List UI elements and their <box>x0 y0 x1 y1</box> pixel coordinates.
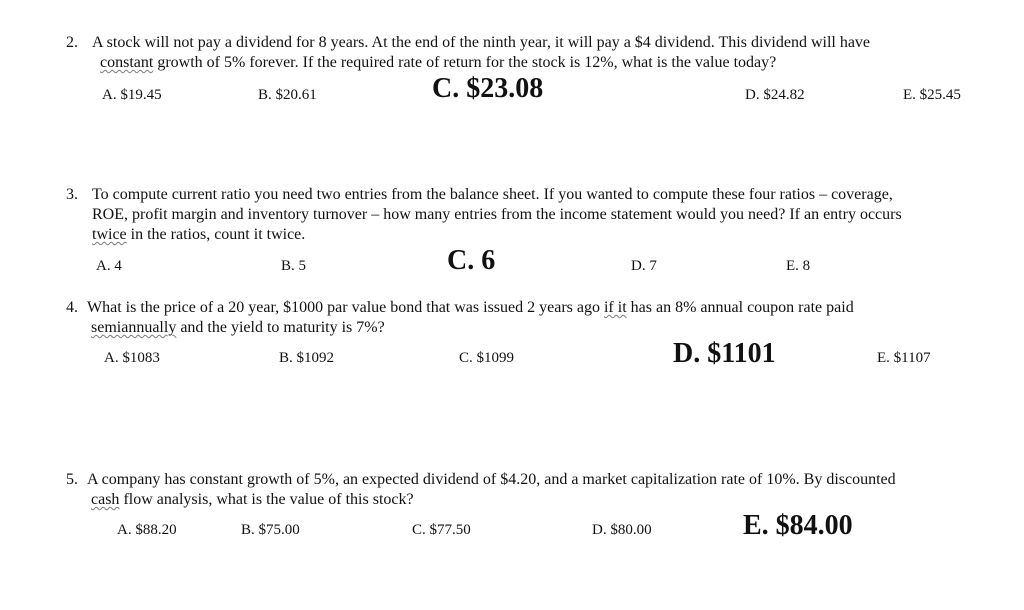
question-5-text-line2 <box>91 490 414 510</box>
question-4-answer-d: D. $1101 <box>673 338 776 369</box>
question-5-underlined-word: cash <box>91 491 120 508</box>
question-5-option-c: C. $77.50 <box>412 522 471 538</box>
question-2-option-a: A. $19.45 <box>102 87 162 103</box>
question-3-text-line2: ROE, profit margin and inventory turnover – how many entries from the income statement would you need? If an entry occurs <box>92 206 902 223</box>
question-5-option-d: D. $80.00 <box>592 522 652 538</box>
question-3-text-line3-rest: in the ratios, count it twice. <box>126 226 306 243</box>
question-4-text-line2 <box>91 318 385 338</box>
question-3-text-line3 <box>92 225 305 245</box>
question-4-option-a: A. $1083 <box>104 350 160 366</box>
question-5-text-line1: A company has constant growth of 5%, an expected dividend of $4.20, and a market capitalization rate of 10%. By discounted <box>87 471 896 488</box>
question-5-option-a: A. $88.20 <box>117 522 177 538</box>
question-3-option-d: D. 7 <box>631 258 657 274</box>
question-2-text-line2-rest: growth of 5% forever. If the required rate of return for the stock is 12%, what is the value today? <box>153 54 777 71</box>
question-3-option-a: A. 4 <box>96 258 122 274</box>
question-2-option-b: B. $20.61 <box>258 87 317 103</box>
question-2-answer-c: C. $23.08 <box>432 73 544 104</box>
question-2-text-line2 <box>100 53 776 73</box>
question-4-option-b: B. $1092 <box>279 350 335 366</box>
question-2-option-e: E. $25.45 <box>903 87 961 103</box>
question-2-text-line1: A stock will not pay a dividend for 8 years. At the end of the ninth year, it will pay a $4 dividend. This dividend will have <box>92 34 871 51</box>
question-4-text-line1 <box>87 298 854 318</box>
question-2-underlined-word: constant <box>100 54 154 71</box>
question-4-underlined-phrase: if it <box>603 299 627 316</box>
question-3-option-b: B. 5 <box>281 258 307 274</box>
question-2-number: 2. <box>66 34 78 51</box>
question-3-underlined-word: twice <box>92 226 127 243</box>
question-5-answer-e: E. $84.00 <box>743 510 853 541</box>
question-3-option-e: E. 8 <box>786 258 811 274</box>
question-5-number: 5. <box>66 471 78 488</box>
question-4-option-e: E. $1107 <box>877 350 931 366</box>
question-3-number: 3. <box>66 186 78 203</box>
question-4-option-c: C. $1099 <box>459 350 515 366</box>
question-5-option-b: B. $75.00 <box>241 522 300 538</box>
question-3-text-line1: To compute current ratio you need two entries from the balance sheet. If you wanted to compute these four ratios – coverage, <box>92 186 893 203</box>
question-2-option-d: D. $24.82 <box>745 87 805 103</box>
question-4-text-line1-before: What is the price of a 20 year, $1000 par value bond that was issued 2 years ago <box>87 299 604 316</box>
question-4-number: 4. <box>66 299 78 316</box>
question-4-text-line1-after: has an 8% annual coupon rate paid <box>626 299 854 316</box>
question-4-underlined-word: semiannually <box>91 319 177 336</box>
question-4-text-line2-after: and the yield to maturity is 7%? <box>176 319 385 336</box>
question-5-text-line2-after: flow analysis, what is the value of this stock? <box>119 491 414 508</box>
question-3-answer-c: C. 6 <box>447 245 496 276</box>
